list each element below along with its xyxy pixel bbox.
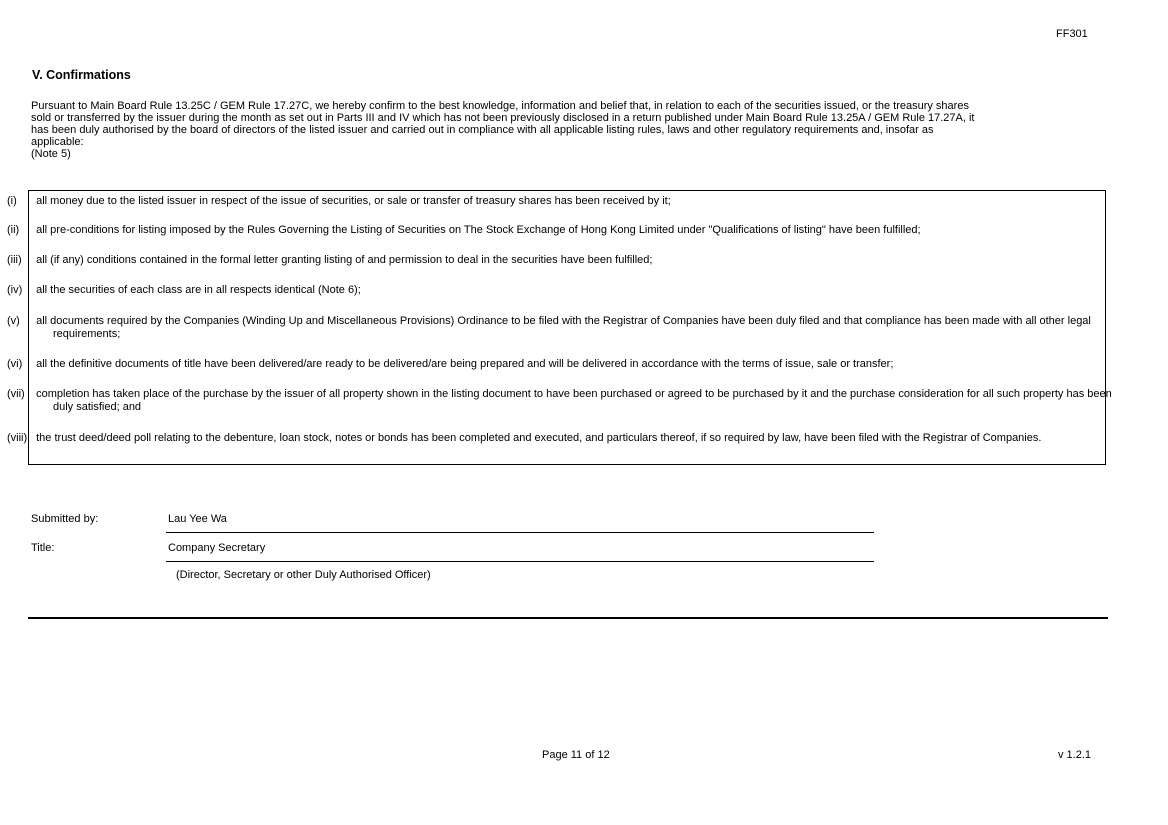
title-value: Company Secretary — [168, 542, 266, 554]
intro-line: Pursuant to Main Board Rule 13.25C / GEM Rule 17.27C, we hereby confirm to the best knowledge, information and belief that, in relation to each of the securities issued, or the treasury shares — [31, 100, 969, 112]
submitted-by-label: Submitted by: — [31, 513, 99, 525]
submitted-by-underline — [166, 532, 874, 533]
version-label: v 1.2.1 — [1058, 749, 1092, 761]
confirmation-item-vii: (vii) completion has taken place of the purchase by the issuer of all property shown in the listing document to have been purchased or agreed to be purchased by it and the purchase consideration for all such property has been duly satisfied; and — [7, 388, 1112, 413]
confirmation-item-i: (i) all money due to the listed issuer in respect of the issue of securities, or sale or transfer of treasury shares has been received by it; — [7, 195, 671, 207]
title-label: Title: — [31, 542, 55, 554]
confirmation-item-ii: (ii) all pre-conditions for listing imposed by the Rules Governing the Listing of Securities on The Stock Exchange of Hong Kong Limited under "Qualifications of listing" have been fulfilled; — [7, 224, 921, 236]
submitted-by-value: Lau Yee Wa — [168, 513, 227, 525]
confirmations-box — [7, 190, 1112, 465]
confirmation-text: all the securities of each class are in all respects identical (Note 6); — [36, 284, 361, 296]
confirmation-item-iii: (iii) all (if any) conditions contained in the formal letter granting listing of and permission to deal in the securities have been fulfilled; — [7, 254, 653, 266]
intro-line: applicable: — [31, 136, 84, 148]
confirmation-text: the trust deed/deed poll relating to the debenture, loan stock, notes or bonds has been completed and executed, and particulars thereof, if so required by law, have been filed with the Registrar of Companies. — [36, 432, 1042, 444]
confirmation-text: all pre-conditions for listing imposed by the Rules Governing the Listing of Securities on The Stock Exchange of Hong Kong Limited under "Qualifications of listing" have been fulfilled; — [36, 224, 921, 236]
confirmation-text: all (if any) conditions contained in the formal letter granting listing of and permission to deal in the securities have been fulfilled; — [36, 254, 653, 266]
section-divider — [28, 617, 1108, 619]
intro-note: (Note 5) — [31, 148, 71, 160]
page-number: Page 11 of 12 — [542, 749, 610, 761]
title-underline — [166, 561, 874, 562]
confirmation-text: all money due to the listed issuer in respect of the issue of securities, or sale or transfer of treasury shares has been received by it; — [36, 195, 671, 207]
confirmation-text: completion has taken place of the purchase by the issuer of all property shown in the listing document to have been purchased or agreed to be purchased by it and the purchase consideration for all such property has been duly satisfied; and — [36, 388, 1112, 413]
confirmation-item-iv: (iv) all the securities of each class are in all respects identical (Note 6); — [7, 284, 361, 296]
confirmation-item-viii: (viii) the trust deed/deed poll relating to the debenture, loan stock, notes or bonds has been completed and executed, and particulars thereof, if so required by law, have been filed with the Registrar of Companies. — [7, 432, 1042, 444]
title-note: (Director, Secretary or other Duly Authorised Officer) — [176, 569, 431, 581]
confirmation-item-vi: (vi) all the definitive documents of title have been delivered/are ready to be delivered/are being prepared and will be delivered in accordance with the terms of issue, sale or transfer; — [7, 358, 894, 370]
confirmation-item-v: (v) all documents required by the Companies (Winding Up and Miscellaneous Provisions) Ordinance to be filed with the Registrar of Companies have been duly filed and that compliance has been made with all other legal requirements; — [7, 315, 1091, 340]
section-title: V. Confirmations — [32, 68, 131, 82]
intro-paragraph — [31, 100, 1103, 160]
confirmation-text: all the definitive documents of title have been delivered/are ready to be delivered/are being prepared and will be delivered in accordance with the terms of issue, sale or transfer; — [36, 358, 894, 370]
intro-line: has been duly authorised by the board of directors of the listed issuer and carried out in compliance with all applicable listing rules, laws and other regulatory requirements and, insofar as — [31, 124, 934, 136]
intro-line: sold or transferred by the issuer during the month as set out in Parts III and IV which has not been previously disclosed in a return published under Main Board Rule 13.25A / GEM Rule 17.27A, it — [31, 112, 975, 124]
form-code: FF301 — [1056, 28, 1088, 40]
confirmation-text: all documents required by the Companies (Winding Up and Miscellaneous Provisions) Ordinance to be filed with the Registrar of Companies have been duly filed and that compliance has been made with all other legal requirements; — [36, 315, 1091, 340]
